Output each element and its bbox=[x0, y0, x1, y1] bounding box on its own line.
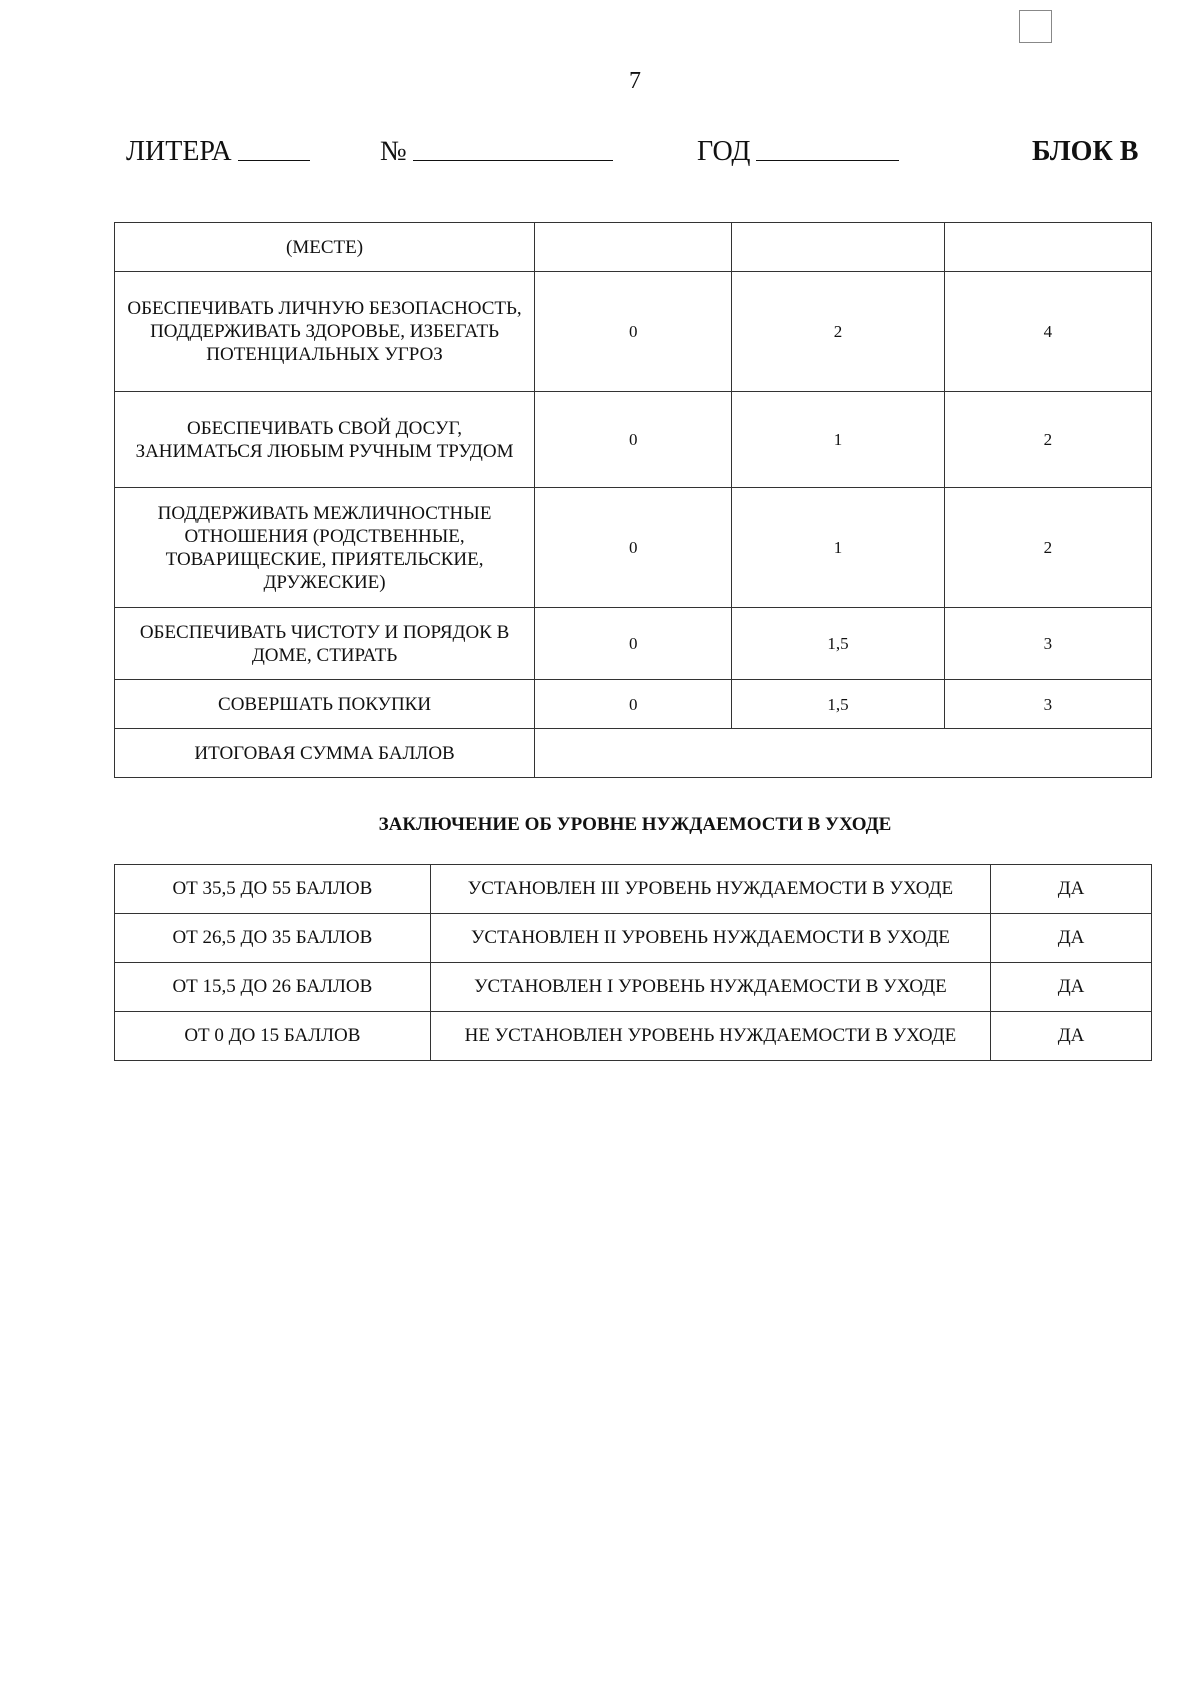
conclusion-title: ЗАКЛЮЧЕНИЕ ОБ УРОВНЕ НУЖДАЕМОСТИ В УХОДЕ bbox=[378, 814, 892, 835]
score-cell[interactable] bbox=[732, 223, 944, 272]
level-description: НЕ УСТАНОВЛЕН УРОВЕНЬ НУЖДАЕМОСТИ В УХОДЕ bbox=[430, 1012, 990, 1061]
score-cell[interactable]: 1 bbox=[732, 392, 944, 488]
score-cell[interactable]: 0 bbox=[535, 392, 732, 488]
number-blank[interactable] bbox=[413, 136, 613, 161]
score-cell[interactable]: 0 bbox=[535, 272, 732, 392]
block-label: БЛОК В bbox=[1032, 136, 1139, 167]
total-label: ИТОГОВАЯ СУММА БАЛЛОВ bbox=[115, 729, 535, 778]
score-cell[interactable]: 2 bbox=[944, 392, 1151, 488]
total-row bbox=[115, 729, 1152, 778]
score-cell[interactable]: 3 bbox=[944, 680, 1151, 729]
year-blank[interactable] bbox=[756, 136, 899, 161]
litera-blank[interactable] bbox=[238, 136, 310, 161]
table-row bbox=[115, 865, 1152, 914]
range-cell: ОТ 35,5 ДО 55 БАЛЛОВ bbox=[115, 865, 431, 914]
score-cell[interactable]: 0 bbox=[535, 488, 732, 608]
table-row bbox=[115, 1012, 1152, 1061]
corner-checkbox[interactable] bbox=[1019, 10, 1052, 43]
score-cell[interactable]: 2 bbox=[944, 488, 1151, 608]
number-field bbox=[380, 136, 407, 168]
conclusion-table bbox=[114, 864, 1152, 1061]
answer-cell[interactable]: ДА bbox=[991, 865, 1152, 914]
table-row bbox=[115, 608, 1152, 680]
table-row bbox=[115, 680, 1152, 729]
score-cell[interactable]: 3 bbox=[944, 608, 1151, 680]
row-label: ОБЕСПЕЧИВАТЬ ЧИСТОТУ И ПОРЯДОК В ДОМЕ, СТИРАТЬ bbox=[115, 608, 535, 680]
year-label: ГОД bbox=[697, 136, 751, 167]
score-cell[interactable]: 4 bbox=[944, 272, 1151, 392]
table-row bbox=[115, 392, 1152, 488]
table-row bbox=[115, 488, 1152, 608]
table-row bbox=[115, 963, 1152, 1012]
row-label: ОБЕСПЕЧИВАТЬ ЛИЧНУЮ БЕЗОПАСНОСТЬ, ПОДДЕРЖИВАТЬ ЗДОРОВЬЕ, ИЗБЕГАТЬ ПОТЕНЦИАЛЬНЫХ УГРОЗ bbox=[115, 272, 535, 392]
row-label: ПОДДЕРЖИВАТЬ МЕЖЛИЧНОСТНЫЕ ОТНОШЕНИЯ (РОДСТВЕННЫЕ, ТОВАРИЩЕСКИЕ, ПРИЯТЕЛЬСКИЕ, ДРУЖЕСКИЕ) bbox=[115, 488, 535, 608]
level-description: УСТАНОВЛЕН I УРОВЕНЬ НУЖДАЕМОСТИ В УХОДЕ bbox=[430, 963, 990, 1012]
year-field bbox=[697, 136, 750, 168]
answer-cell[interactable]: ДА bbox=[991, 914, 1152, 963]
form-header bbox=[0, 136, 1200, 176]
score-cell[interactable]: 1 bbox=[732, 488, 944, 608]
score-cell[interactable] bbox=[944, 223, 1151, 272]
table-row bbox=[115, 272, 1152, 392]
litera-label: ЛИТЕРА bbox=[126, 136, 232, 167]
score-cell[interactable]: 1,5 bbox=[732, 608, 944, 680]
level-description: УСТАНОВЛЕН III УРОВЕНЬ НУЖДАЕМОСТИ В УХОДЕ bbox=[430, 865, 990, 914]
score-cell[interactable]: 0 bbox=[535, 680, 732, 729]
page-number: 7 bbox=[629, 68, 641, 94]
litera-field bbox=[126, 136, 232, 168]
answer-cell[interactable]: ДА bbox=[991, 1012, 1152, 1061]
table-row bbox=[115, 223, 1152, 272]
table-row bbox=[115, 914, 1152, 963]
number-label: № bbox=[380, 136, 407, 167]
score-cell[interactable]: 0 bbox=[535, 608, 732, 680]
level-description: УСТАНОВЛЕН II УРОВЕНЬ НУЖДАЕМОСТИ В УХОДЕ bbox=[430, 914, 990, 963]
total-value-cell[interactable] bbox=[535, 729, 1152, 778]
range-cell: ОТ 0 ДО 15 БАЛЛОВ bbox=[115, 1012, 431, 1061]
score-cell[interactable]: 2 bbox=[732, 272, 944, 392]
row-label: СОВЕРШАТЬ ПОКУПКИ bbox=[115, 680, 535, 729]
range-cell: ОТ 15,5 ДО 26 БАЛЛОВ bbox=[115, 963, 431, 1012]
score-cell[interactable] bbox=[535, 223, 732, 272]
range-cell: ОТ 26,5 ДО 35 БАЛЛОВ bbox=[115, 914, 431, 963]
answer-cell[interactable]: ДА bbox=[991, 963, 1152, 1012]
score-table bbox=[114, 222, 1152, 778]
row-label: (МЕСТЕ) bbox=[115, 223, 535, 272]
score-cell[interactable]: 1,5 bbox=[732, 680, 944, 729]
row-label: ОБЕСПЕЧИВАТЬ СВОЙ ДОСУГ, ЗАНИМАТЬСЯ ЛЮБЫМ РУЧНЫМ ТРУДОМ bbox=[115, 392, 535, 488]
